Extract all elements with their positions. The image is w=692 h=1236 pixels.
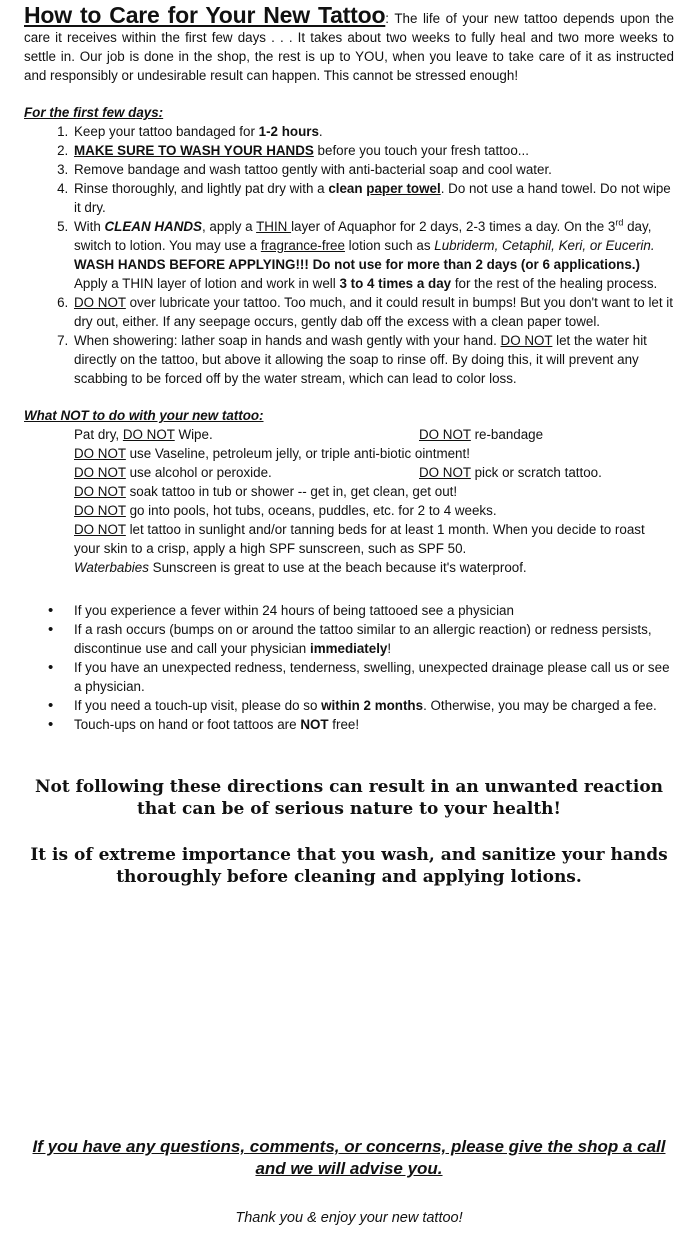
item-text: go into pools, hot tubs, oceans, puddles, etc. for 2 to 4 weeks. <box>125 503 497 518</box>
contact-note: If you have any questions, comments, or concerns, please give the shop a call and we will advise you. <box>32 1137 666 1178</box>
do-not: DO NOT <box>122 427 175 442</box>
not-todo-item <box>74 463 272 482</box>
step-7 <box>72 331 674 388</box>
care-sheet <box>24 2 674 1226</box>
step-text: Keep your tattoo bandaged for <box>74 124 259 139</box>
warning-reaction: Not following these directions can result in an unwanted reaction that can be of serious nature to your health! <box>34 777 664 819</box>
step-text: With <box>74 219 105 234</box>
bullet-item <box>74 601 674 620</box>
bullet-text: Touch-ups on hand or foot tattoos are <box>74 717 301 732</box>
not-todo-heading: What NOT to do with your new tattoo: <box>24 408 264 423</box>
item-text: re-bandage <box>470 427 544 442</box>
sunscreen-brand: Waterbabies <box>74 560 149 575</box>
not-todo-item <box>74 425 213 444</box>
step-text: . Do not use a hand towel. Do not wipe it dry. <box>74 181 671 215</box>
bullet-emphasis: immediately <box>309 641 388 656</box>
step-text: lotion such as <box>344 238 435 253</box>
item-text: use Vaseline, petroleum jelly, or triple anti-biotic ointment! <box>125 446 470 461</box>
not-todo-item <box>419 425 654 444</box>
page-title: How to Care for Your New Tattoo <box>24 2 386 28</box>
do-not: DO NOT <box>74 484 126 499</box>
step-emphasis: fragrance-free <box>260 238 345 253</box>
step-text: before you touch your fresh tattoo... <box>313 143 529 158</box>
do-not: DO NOT <box>419 465 471 480</box>
not-todo-item <box>419 463 654 482</box>
step-emphasis: CLEAN HANDS <box>104 219 202 234</box>
not-todo-item <box>74 501 674 520</box>
step-6 <box>72 293 674 331</box>
not-todo-item <box>74 558 674 577</box>
item-text: pick or scratch tattoo. <box>470 465 602 480</box>
item-text: use alcohol or peroxide. <box>125 465 272 480</box>
step-emphasis: clean <box>328 181 367 196</box>
bullet-text: If a rash occurs (bumps on or around the tattoo similar to an allergic reaction) or redness persists, discontinue use and call your physician <box>74 622 652 656</box>
thank-you: Thank you & enjoy your new tattoo! <box>235 1210 463 1226</box>
bullet-item <box>74 620 674 658</box>
step-text: . <box>318 124 323 139</box>
step-3 <box>72 160 674 179</box>
first-days-list <box>24 122 674 388</box>
title-paragraph <box>24 2 674 85</box>
not-todo-item <box>74 520 674 558</box>
do-not: DO NOT <box>74 465 126 480</box>
step-text: over lubricate your tattoo. Too much, and it could result in bumps! But you don't want to let it dry out, either. If any seepage occurs, gently dab off the excess with a clean paper towel. <box>74 295 674 329</box>
bullet-text: If you need a touch-up visit, please do so <box>74 698 322 713</box>
step-4 <box>72 179 674 217</box>
superscript: rd <box>615 217 624 228</box>
step-1 <box>72 122 674 141</box>
do-not: DO NOT <box>74 446 126 461</box>
bullet-text: free! <box>328 717 360 732</box>
step-emphasis: 3 to 4 times a day <box>339 276 452 291</box>
bullet-emphasis: NOT <box>300 717 329 732</box>
step-text: for the rest of the healing process. <box>451 276 658 291</box>
step-text: let the water hit directly on the tattoo, but above it allowing the soap to rinse off. By doing this, it will prevent any scabbing to be forced off by the water stream, which can lead to color loss. <box>74 333 647 386</box>
bullet-item <box>74 696 674 715</box>
not-todo-list <box>74 425 674 577</box>
bullet-text: ! <box>387 641 392 656</box>
not-todo-item <box>74 444 674 463</box>
step-emphasis: 1-2 hours <box>258 124 319 139</box>
step-emphasis: THIN <box>256 219 292 234</box>
bullet-list <box>24 601 674 734</box>
item-text: let tattoo in sunlight and/or tanning beds for at least 1 month. When you decide to roast your skin to a crisp, apply a high SPF sunscreen, such as SPF 50. <box>74 522 645 556</box>
step-emphasis: DO NOT <box>500 333 553 348</box>
step-emphasis: DO NOT <box>74 295 126 310</box>
bullet-emphasis: within 2 months <box>321 698 424 713</box>
step-emphasis: WASH HANDS BEFORE APPLYING!!! Do not use for more than 2 days (or 6 applications.) <box>74 257 640 272</box>
lotion-brands: Lubriderm, Cetaphil, Keri, or Eucerin. <box>434 238 655 253</box>
bullet-text: If you experience a fever within 24 hours of being tattooed see a physician <box>74 603 514 618</box>
step-text: , apply a <box>201 219 257 234</box>
not-todo-row <box>74 425 674 444</box>
step-2 <box>72 141 674 160</box>
intro-text: : The life of your new tattoo depends upon the care it receives within the first few days . . . It takes about two weeks to fully heal and two more weeks to settle in. Our job is done in the shop, the rest is up to YOU, when you leave to take care of it as instructed and responsibly or undesirable result can happen. This cannot be stressed enough! <box>24 11 674 83</box>
step-emphasis: MAKE SURE TO WASH YOUR HANDS <box>74 143 314 158</box>
step-text: When showering: lather soap in hands and wash gently with your hand. <box>74 333 501 348</box>
step-text: layer of Aquaphor for 2 days, 2-3 times a day. On the 3 <box>291 219 616 234</box>
warning-wash-hands: It is of extreme importance that you wash, and sanitize your hands thoroughly before cleaning and applying lotions. <box>30 845 668 887</box>
step-5 <box>72 217 674 293</box>
item-text: soak tattoo in tub or shower -- get in, get clean, get out! <box>125 484 458 499</box>
do-not: DO NOT <box>74 503 126 518</box>
bullet-item <box>74 715 674 734</box>
do-not: DO NOT <box>419 427 471 442</box>
item-text: Wipe. <box>174 427 213 442</box>
not-todo-row <box>74 463 674 482</box>
bullet-text: . Otherwise, you may be charged a fee. <box>423 698 657 713</box>
first-days-heading: For the first few days: <box>24 105 164 120</box>
item-text: Pat dry, <box>74 427 123 442</box>
step-text: Rinse thoroughly, and lightly pat dry with a <box>74 181 329 196</box>
step-text: Apply a THIN layer of lotion and work in well <box>74 276 340 291</box>
step-text: day, switch to lotion. You may use a <box>74 219 652 253</box>
step-text: Remove bandage and wash tattoo gently with anti-bacterial soap and cool water. <box>74 162 552 177</box>
do-not: DO NOT <box>74 522 126 537</box>
not-todo-item <box>74 482 674 501</box>
item-text: Sunscreen is great to use at the beach because it's waterproof. <box>148 560 527 575</box>
bullet-text: If you have an unexpected redness, tenderness, swelling, unexpected drainage please call us or see a physician. <box>74 660 670 694</box>
bullet-item <box>74 658 674 696</box>
step-emphasis: paper towel <box>366 181 441 196</box>
